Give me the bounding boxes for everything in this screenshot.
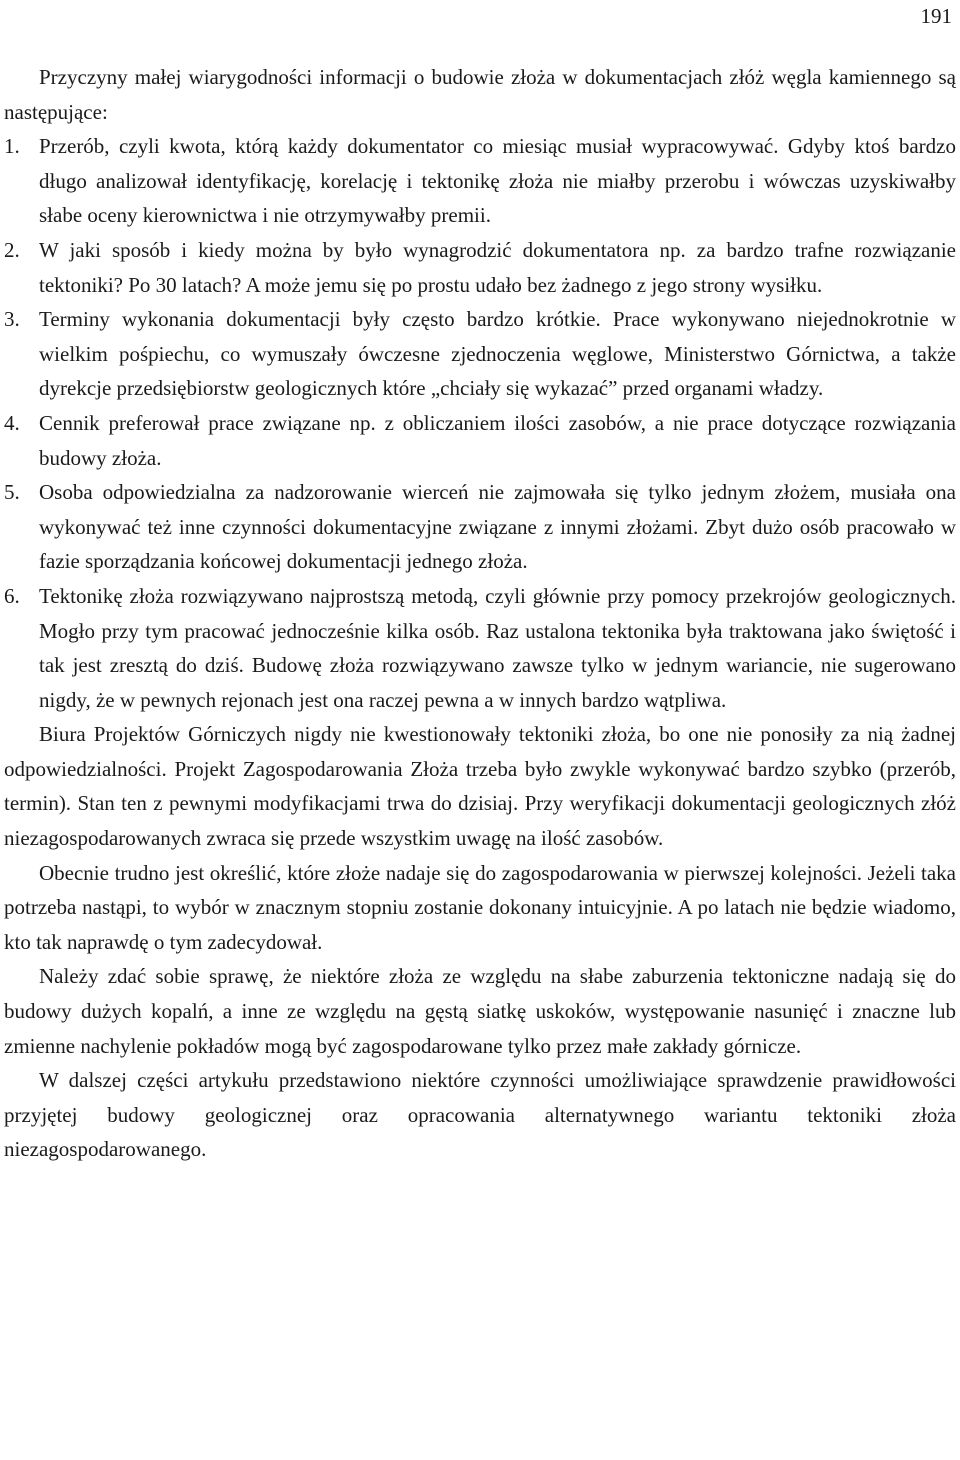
list-item [4,233,956,302]
list-item-text: Osoba odpowiedzialna za nadzorowanie wierceń nie zajmowała się tylko jednym złożem, musiała ona wykonywać też inne czynności dokumentacyjne związane z innymi złożami. Zbyt dużo osób pracowało w fazie sporządzania końcowej dokumentacji jednego złoża. [39,480,956,574]
body-text [4,60,956,1167]
list-item-number: 3. [4,307,20,332]
list-item [4,302,956,406]
list-item-number: 2. [4,237,20,262]
list-item [4,129,956,233]
list-item-text: W jaki sposób i kiedy można by było wynagrodzić dokumentatora np. za bardzo trafne rozwiązanie tektoniki? Po 30 latach? A może jemu się po prostu udało bez żadnego z jego strony wysiłku. [39,237,956,297]
page-number: 191 [920,4,952,28]
paragraph: Biura Projektów Górniczych nigdy nie kwestionowały tektoniki złoża, bo one nie ponosiły za nią żadnej odpowiedzialności. Projekt Zagospodarowania Złoża trzeba było zwykle wykonywać bardzo szybko (przerób, termin). Stan ten z pewnymi modyfikacjami trwa do dzisiaj. Przy weryfikacji dokumentacji geologicznych złóż niezagospodarowanych zwraca się przede wszystkim uwagę na ilość zasobów. [4,722,956,851]
list-item [4,406,956,475]
list-item-number: 1. [4,134,20,159]
list-item-text: Terminy wykonania dokumentacji były często bardzo krótkie. Prace wykonywano niejednokrotnie w wielkim pośpiechu, co wymuszały ówczesne zjednoczenia węglowe, Ministerstwo Górnictwa, a także dyrekcje przedsiębiorstw geologicznych które „chciały się wykazać” przed organami władzy. [39,307,956,401]
list-item [4,579,956,717]
list-item-text: Tektonikę złoża rozwiązywano najprostszą metodą, czyli głównie przy pomocy przekrojów geologicznych. Mogło przy tym pracować jednocześnie kilka osób. Raz ustalona tektonika była traktowana jako świętość i tak jest zresztą do dziś. Budowę złoża rozwiązywano zawsze tylko w jednym wariancie, nie sugerowano nigdy, że w pewnych rejonach jest ona raczej pewna a w innych bardzo wątpliwa. [39,583,956,712]
list-item [4,475,956,579]
paragraph: W dalszej części artykułu przedstawiono niektóre czynności umożliwiające sprawdzenie prawidłowości przyjętej budowy geologicznej oraz opracowania alternatywnego wariantu tektoniki złoża niezagospodarowanego. [4,1068,956,1162]
intro-paragraph: Przyczyny małej wiarygodności informacji o budowie złoża w dokumentacjach złóż węgla kamiennego są następujące: [4,65,956,124]
paragraph: Należy zdać sobie sprawę, że niektóre złoża ze względu na słabe zaburzenia tektoniczne nadają się do budowy dużych kopalń, a inne ze względu na gęstą siatkę uskoków, występowanie nasunięć i znaczne lub zmienne nachylenie pokładów mogą być zagospodarowane tylko przez małe zakłady górnicze. [4,964,956,1058]
list-item-text: Przerób, czyli kwota, którą każdy dokumentator co miesiąc musiał wypracowywać. Gdyby ktoś bardzo długo analizował identyfikację, korelację i tektonikę złoża nie miałby przerobu i wówczas uzyskiwałby słabe oceny kierownictwa i nie otrzymywałby premii. [39,134,956,228]
list-item-number: 4. [4,410,20,435]
paragraph: Obecnie trudno jest określić, które złoże nadaje się do zagospodarowania w pierwszej kolejności. Jeżeli taka potrzeba nastąpi, to wybór w znacznym stopniu zostanie dokonany intuicyjnie. A po latach nie będzie wiadomo, kto tak naprawdę o tym zadecydował. [4,860,956,954]
list-item-number: 6. [4,583,20,608]
list-item-number: 5. [4,480,20,505]
list-item-text: Cennik preferował prace związane np. z obliczaniem ilości zasobów, a nie prace dotyczące rozwiązania budowy złoża. [39,410,956,470]
